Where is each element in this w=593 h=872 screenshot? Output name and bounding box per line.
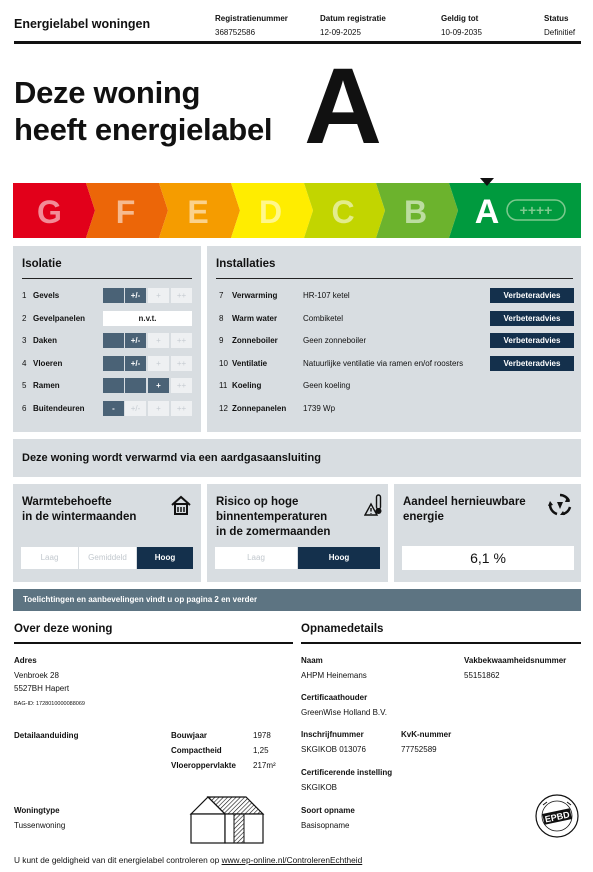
scale-segment-a [449,183,581,238]
soort-opname-block [301,804,355,832]
installatie-row-name: Warm water [232,313,278,323]
risico-title-line-2: binnentemperaturen [216,511,328,523]
bouwjaar-value: 1978 [253,731,271,740]
energy-label-scale [13,178,581,238]
isolatie-level-segment: +/- [125,356,146,371]
valid-until-label: Geldig tot [441,14,479,23]
isolatie-row-number: 4 [22,358,27,368]
woningtype-block [14,804,65,832]
isolatie-title: Isolatie [22,258,62,270]
installatie-row [207,288,581,303]
compactheid-value: 1,25 [253,746,269,755]
woningtype-value: Tussenwoning [14,821,66,830]
document-title: Energielabel woningen [14,17,151,31]
installatie-row-name: Koeling [232,381,262,390]
installaties-title: Installaties [216,258,276,270]
registration-date-value: 12-09-2025 [320,28,361,37]
scale-letter-c: C [331,194,355,230]
isolatie-row-name: Gevels [33,291,60,300]
installaties-divider [216,278,573,279]
header-divider [14,41,581,44]
verbeteradvies-button[interactable]: Verbeteradvies [490,288,574,303]
installatie-row-number: 12 [219,403,228,413]
isolatie-panel [13,246,201,432]
energy-label-letter: A [304,45,382,166]
isolatie-row-number: 6 [22,403,27,413]
isolatie-level-segment: +/- [125,288,146,303]
isolatie-level-segment [103,378,124,393]
label-plus-badge-text: ++++ [519,202,553,218]
scale-letter-e: E [187,194,209,230]
warmte-level-hoog: Hoog [137,547,193,569]
isolatie-row [13,401,201,416]
isolatie-level-segment [103,356,124,371]
headline-line-2: heeft energielabel [14,112,273,147]
vakbekwaamheid-label: Vakbekwaamheidsnummer [464,656,567,665]
isolatie-row-number: 1 [22,291,27,300]
headline [14,74,272,148]
isolatie-level-segment: ++ [171,356,192,371]
over-woning-divider [14,642,293,644]
hernieuwbare-energie-title [403,495,526,525]
registration-number-label: Registratienummer [215,14,288,23]
warmtebehoefte-title-line-1: Warmtebehoefte [22,496,112,508]
soort-opname-value: Basisopname [301,821,350,830]
epbd-logo-text: EPBD [543,809,571,825]
footer-note [14,855,362,865]
over-woning-title: Over deze woning [14,623,113,635]
isolatie-row-name: Vloeren [33,358,63,368]
detail-label: Detailaanduiding [14,731,79,740]
isolatie-row-name: Gevelpanelen [33,313,86,323]
isolatie-row-name: Buitendeuren [33,403,85,413]
instelling-value: SKGIKOB [301,783,338,792]
vakbekwaamheid-block [464,654,566,682]
kvk-value: 77752589 [401,745,437,754]
installatie-row-name: Verwarming [232,291,278,300]
installaties-panel [207,246,581,432]
scale-letter-a: A [474,193,500,231]
installatie-row [207,401,581,416]
vakbekwaamheid-value: 55151862 [464,671,500,680]
installatie-row-name: Zonnepanelen [232,403,287,413]
isolatie-level-segment: + [148,333,169,348]
explanation-banner: Toelichtingen en aanbevelingen vindt u op pagina 2 en verder [13,589,581,611]
risico-panel [207,484,388,582]
instelling-label: Certificerende instelling [301,768,393,777]
installatie-row-value: 1739 Wp [303,403,336,413]
hernieuwbare-energie-value: 6,1 % [402,546,574,570]
isolatie-row [13,311,201,326]
installatie-row-number: 7 [219,291,224,300]
installatie-row-name: Zonneboiler [232,336,278,345]
isolatie-row-number: 3 [22,336,27,345]
isolatie-row [13,378,201,393]
hernieuwbare-title-line-2: energie [403,511,444,523]
naam-label: Naam [301,656,323,665]
energy-scale-graphic [13,178,581,238]
scale-letter-f: F [115,194,136,230]
thermometer-warning-icon [364,493,384,517]
registration-number [215,12,288,40]
verification-link[interactable]: www.ep-online.nl/ControlerenEchtheid [221,855,363,865]
risico-title-line-1: Risico op hoge [216,496,299,508]
installatie-row-value: Combiketel [303,313,344,323]
naam-value: AHPM Heinemans [301,671,367,680]
building-props-values [253,729,276,772]
house-heat-icon [170,494,192,516]
scale-letter-b: B [403,194,428,230]
address-label: Adres [14,656,37,665]
warmtebehoefte-title [22,495,136,525]
hernieuwbare-energie-panel [394,484,581,582]
isolatie-level-segment [103,288,124,303]
isolatie-row [13,288,201,303]
instelling-block [301,766,392,794]
warmtebehoefte-title-line-2: in de wintermaanden [22,511,137,523]
isolatie-level-segment: +/- [125,401,146,416]
isolatie-level-segment: ++ [171,378,192,393]
registration-date [320,12,386,40]
isolatie-level-nvt: n.v.t. [103,311,192,326]
warmtebehoefte-panel [13,484,201,582]
isolatie-level-segment: + [148,378,169,393]
woningtype-label: Woningtype [14,806,60,815]
verbeteradvies-button[interactable]: Verbeteradvies [490,356,574,371]
installatie-row-value: Geen zonneboiler [303,336,367,345]
status-label: Status [544,14,569,23]
certificaathouder-value: GreenWise Holland B.V. [301,708,387,717]
valid-until-value: 10-09-2035 [441,28,482,37]
installatie-row [207,333,581,348]
status-value: Definitief [544,28,576,37]
installatie-row [207,378,581,393]
vloeroppervlakte-value: 217m² [253,761,276,770]
vloeroppervlakte-label: Vloeroppervlakte [171,761,236,770]
installatie-row [207,356,581,371]
installatie-row-value: Geen koeling [303,381,351,390]
installatie-row-number: 11 [219,381,228,390]
certificaathouder-block [301,691,387,719]
heating-panel [13,439,581,477]
status [544,12,575,40]
renewable-cycle-icon [547,492,573,518]
kvk-block [401,728,451,756]
isolatie-row-name: Ramen [33,381,60,390]
verbeteradvies-button[interactable]: Verbeteradvies [490,311,574,326]
bag-id: BAG-ID: 1728010000088069 [14,701,85,707]
isolatie-level-segment: ++ [171,333,192,348]
soort-opname-label: Soort opname [301,806,355,815]
isolatie-row-name: Daken [33,336,58,345]
inschrijfnummer-label: Inschrijfnummer [301,730,364,739]
building-props-labels [171,729,236,772]
isolatie-row-number: 2 [22,313,27,323]
address-block [14,654,69,695]
verbeteradvies-button[interactable]: Verbeteradvies [490,333,574,348]
hernieuwbare-title-line-1: Aandeel hernieuwbare [403,496,526,508]
scale-letter-d: D [258,194,283,230]
isolatie-level-segment [103,333,124,348]
installatie-row-number: 8 [219,313,224,323]
risico-title-line-3: in de zomermaanden [216,526,331,538]
kvk-label: KvK-nummer [401,730,452,739]
isolatie-level-segment: + [148,356,169,371]
bouwjaar-label: Bouwjaar [171,731,208,740]
installatie-row-number: 10 [219,358,228,368]
risico-level-laag: Laag [215,547,297,569]
valid-until [441,12,482,40]
isolatie-row [13,356,201,371]
isolatie-row-number: 5 [22,381,27,390]
isolatie-level-segment [125,378,146,393]
risico-level-hoog: Hoog [298,547,380,569]
isolatie-level-segment: + [148,401,169,416]
registration-date-label: Datum registratie [320,14,386,23]
address-line-1: Venbroek 28 [14,671,59,680]
installatie-row [207,311,581,326]
isolatie-level-segment: - [103,401,124,416]
registration-number-value: 368752586 [215,28,256,37]
isolatie-level-segment: + [148,288,169,303]
isolatie-level-segment: ++ [171,288,192,303]
footer-text: U kunt de geldigheid van dit energielabel controleren op [14,855,222,865]
compactheid-label: Compactheid [171,746,222,755]
isolatie-divider [22,278,192,279]
installatie-row-value: Natuurlijke ventilatie via ramen en/of roosters [303,358,464,368]
scale-letter-g: G [37,194,62,230]
epbd-logo [534,793,580,839]
warmte-level-gemiddeld: Gemiddeld [79,547,136,569]
heating-text: Deze woning wordt verwarmd via een aardgasaansluiting [22,452,321,464]
isolatie-level-segment: ++ [171,401,192,416]
naam-block [301,654,367,682]
installatie-row-number: 9 [219,336,224,345]
headline-line-1: Deze woning [14,75,201,110]
inschrijfnummer-block [301,728,366,756]
opnamedetails-divider [301,642,581,644]
terraced-house-icon [188,794,266,846]
certificaathouder-label: Certificaathouder [301,693,368,702]
opnamedetails-title: Opnamedetails [301,623,384,635]
risico-title [216,495,330,540]
address-line-2: 5527BH Hapert [14,684,70,693]
warmte-level-laag: Laag [21,547,78,569]
isolatie-row [13,333,201,348]
inschrijfnummer-value: SKGIKOB 013076 [301,745,366,754]
isolatie-level-segment: +/- [125,333,146,348]
installatie-row-name: Ventilatie [232,358,268,368]
installatie-row-value: HR-107 ketel [303,291,350,300]
